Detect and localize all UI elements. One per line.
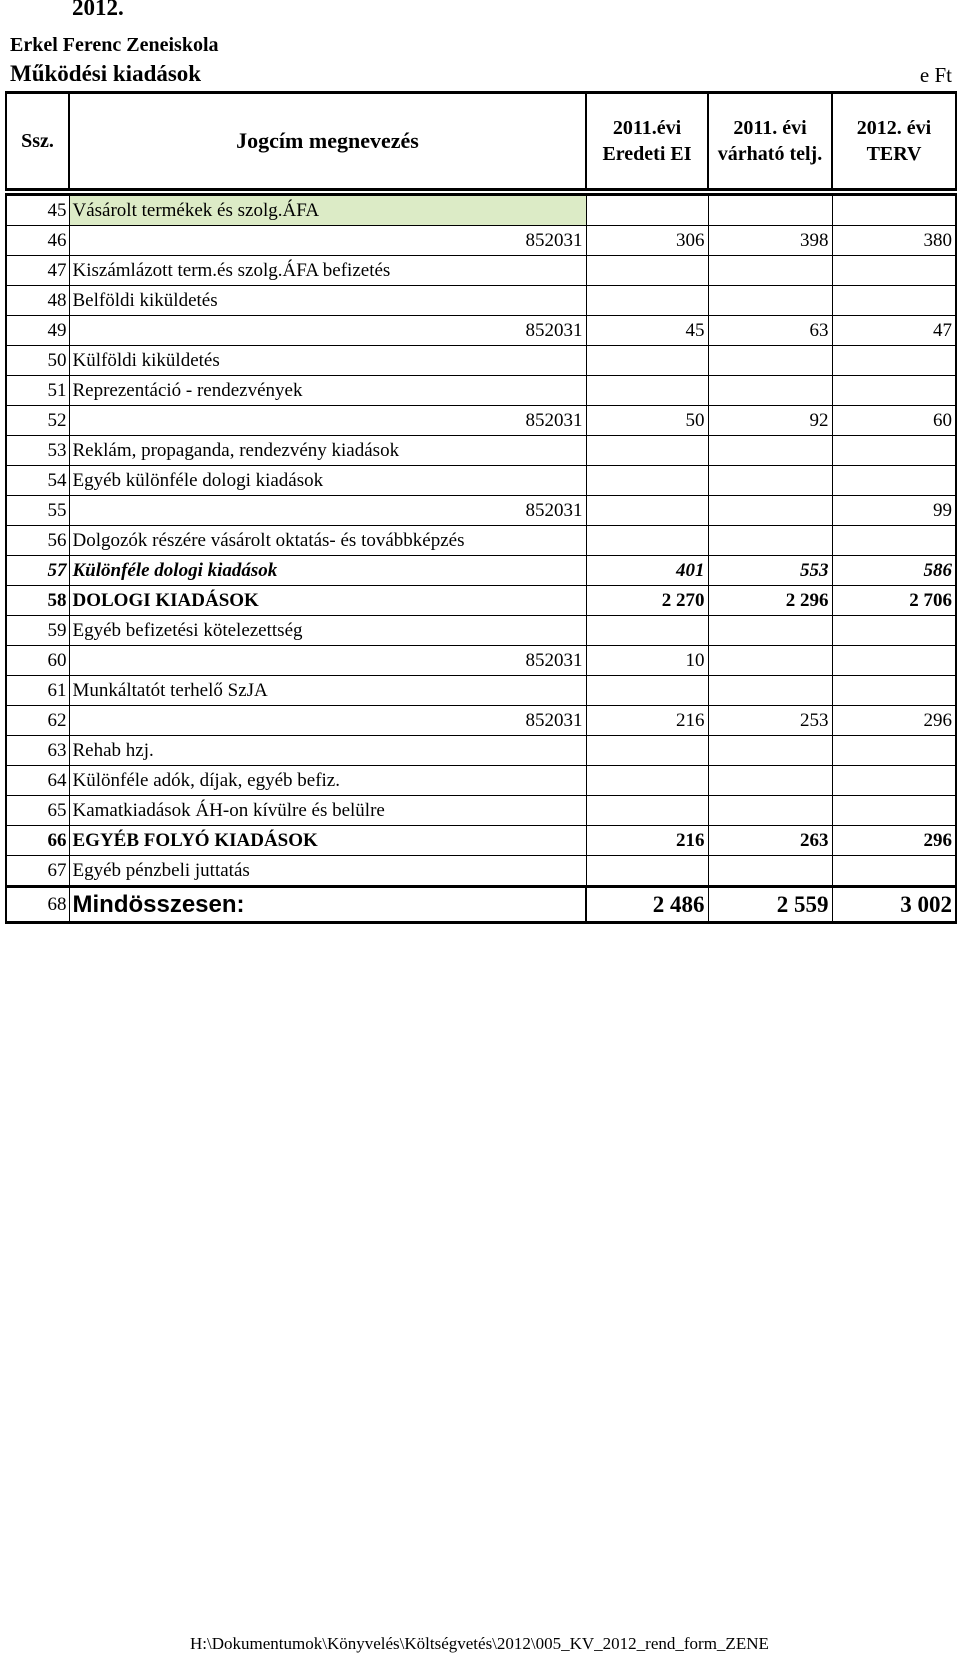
page-title: Működési kiadások [10,61,202,86]
row-label-cell [69,346,586,376]
table-row [6,226,956,256]
value-expected [708,856,832,887]
row-number: 65 [6,796,69,826]
value-original-budget [586,376,708,406]
value-plan: 47 [832,316,956,346]
row-number: 46 [6,226,69,256]
row-label-cell [69,195,586,226]
table-row [6,195,956,226]
value-original-budget: 216 [586,706,708,736]
value-plan [832,766,956,796]
function-code: 852031 [525,229,583,251]
value-expected [708,646,832,676]
value-plan [832,436,956,466]
table-row [6,586,956,616]
row-label-cell [69,736,586,766]
row-number: 45 [6,195,69,226]
table-row [6,316,956,346]
value-expected [708,766,832,796]
value-expected [708,676,832,706]
value-plan [832,466,956,496]
row-label-cell [69,286,586,316]
value-original-budget [586,856,708,887]
table-row [6,256,956,286]
table-row [6,796,956,826]
value-original-budget [586,616,708,646]
value-original-budget [586,526,708,556]
table-row [6,616,956,646]
row-label: Rehab hzj. [72,739,154,761]
row-number: 59 [6,616,69,646]
total-label: Mindösszesen: [69,887,586,923]
column-header-no: Ssz. [6,93,69,190]
value-expected: 253 [708,706,832,736]
table-row [6,676,956,706]
value-original-budget: 216 [586,826,708,856]
total-original-budget: 2 486 [586,887,708,923]
value-original-budget: 10 [586,646,708,676]
table-row [6,346,956,376]
total-expected: 2 559 [708,887,832,923]
row-label-cell [69,826,586,856]
table-row [6,286,956,316]
value-original-budget [586,496,708,526]
value-expected [708,736,832,766]
table-row [6,826,956,856]
value-expected [708,195,832,226]
row-number: 66 [6,826,69,856]
table-row [6,766,956,796]
value-original-budget: 401 [586,556,708,586]
value-plan: 2 706 [832,586,956,616]
row-number: 67 [6,856,69,887]
row-number: 55 [6,496,69,526]
row-label: DOLOGI KIADÁSOK [72,589,259,611]
value-plan [832,256,956,286]
function-code: 852031 [525,409,583,431]
value-expected: 553 [708,556,832,586]
file-path-footer: H:\Dokumentumok\Könyvelés\Költségvetés\2012\005_KV_2012_rend_form_ZENE [190,1634,769,1653]
value-expected [708,496,832,526]
value-expected [708,616,832,646]
row-label-cell [69,466,586,496]
table-row [6,376,956,406]
value-expected [708,376,832,406]
row-label-cell [69,556,586,586]
value-plan [832,796,956,826]
table-header [6,93,956,195]
value-plan [832,736,956,766]
row-label-cell [69,496,586,526]
value-plan [832,646,956,676]
value-plan [832,195,956,226]
value-plan: 99 [832,496,956,526]
row-number: 52 [6,406,69,436]
function-code: 852031 [525,649,583,671]
currency-unit: e Ft [919,63,952,87]
row-label-cell [69,856,586,887]
row-label: Dolgozók részére vásárolt oktatás- és továbbképzés [72,529,465,551]
row-number: 63 [6,736,69,766]
value-plan [832,376,956,406]
row-label: Különféle adók, díjak, egyéb befiz. [72,769,340,791]
row-label: Egyéb befizetési kötelezettség [72,619,303,641]
row-label-cell [69,526,586,556]
value-plan [832,616,956,646]
value-original-budget [586,195,708,226]
column-header-expected: 2011. évi várható telj. [708,93,832,190]
row-label: EGYÉB FOLYÓ KIADÁSOK [72,829,318,851]
value-plan [832,676,956,706]
column-header-plan: 2012. évi TERV [832,93,956,190]
total-row [6,887,956,923]
value-original-budget: 45 [586,316,708,346]
row-label: Egyéb pénzbeli juttatás [72,859,250,881]
row-label: Kamatkiadások ÁH-on kívülre és belülre [72,799,385,821]
value-expected: 92 [708,406,832,436]
value-original-budget: 2 270 [586,586,708,616]
value-expected [708,436,832,466]
row-label-cell [69,616,586,646]
row-label-cell [69,706,586,736]
row-label: Munkáltatót terhelő SzJA [72,679,268,701]
value-plan: 296 [832,826,956,856]
row-label-cell [69,226,586,256]
table-row [6,556,956,586]
function-code: 852031 [525,319,583,341]
value-expected [708,466,832,496]
value-plan [832,286,956,316]
row-label: Reprezentáció - rendezvények [72,379,303,401]
value-plan: 586 [832,556,956,586]
value-plan: 296 [832,706,956,736]
table-row [6,526,956,556]
row-label: Kiszámlázott term.és szolg.ÁFA befizetés [72,259,391,281]
row-label-cell [69,436,586,466]
row-label: Különféle dologi kiadások [72,559,278,581]
row-number: 47 [6,256,69,286]
row-number: 58 [6,586,69,616]
row-label-cell [69,316,586,346]
table-row [6,466,956,496]
value-plan [832,856,956,887]
row-label-cell [69,676,586,706]
row-number: 56 [6,526,69,556]
value-original-budget [586,286,708,316]
row-number: 54 [6,466,69,496]
value-original-budget [586,676,708,706]
row-label: Egyéb különféle dologi kiadások [72,469,324,491]
value-plan: 380 [832,226,956,256]
value-expected [708,346,832,376]
function-code: 852031 [525,709,583,731]
row-label: Reklám, propaganda, rendezvény kiadások [72,439,400,461]
value-original-budget [586,346,708,376]
value-expected [708,256,832,286]
value-expected [708,526,832,556]
row-number: 61 [6,676,69,706]
row-label-cell [69,796,586,826]
function-code: 852031 [525,499,583,521]
value-original-budget [586,256,708,286]
expenses-table [5,91,957,924]
value-plan: 60 [832,406,956,436]
row-number: 57 [6,556,69,586]
table-row [6,646,956,676]
table-row [6,406,956,436]
row-number: 50 [6,346,69,376]
row-number: 64 [6,766,69,796]
row-label-cell [69,586,586,616]
value-expected [708,796,832,826]
row-number: 49 [6,316,69,346]
row-number: 62 [6,706,69,736]
value-expected: 398 [708,226,832,256]
column-header-original-budget: 2011.évi Eredeti EI [586,93,708,190]
row-number: 51 [6,376,69,406]
table-row [6,436,956,466]
table-row [6,856,956,887]
column-header-name: Jogcím megnevezés [69,93,586,190]
table-row [6,736,956,766]
row-label: Belföldi kiküldetés [72,289,218,311]
table-row [6,706,956,736]
organization-name: Erkel Ferenc Zeneiskola [10,34,219,56]
row-number: 53 [6,436,69,466]
row-label-cell [69,766,586,796]
total-plan: 3 002 [832,887,956,923]
value-plan [832,526,956,556]
value-original-budget [586,766,708,796]
row-label: Vásárolt termékek és szolg.ÁFA [72,199,320,221]
value-expected: 63 [708,316,832,346]
value-plan [832,346,956,376]
value-original-budget: 50 [586,406,708,436]
row-label: Külföldi kiküldetés [72,349,220,371]
value-original-budget: 306 [586,226,708,256]
row-label-cell [69,376,586,406]
table-body [6,195,956,923]
value-original-budget [586,466,708,496]
value-expected: 2 296 [708,586,832,616]
row-label-cell [69,646,586,676]
value-original-budget [586,796,708,826]
table-row [6,496,956,526]
value-original-budget [586,736,708,766]
row-label-cell [69,406,586,436]
total-row-number: 68 [6,887,69,923]
value-expected [708,286,832,316]
document-year: 2012. [72,0,124,20]
row-number: 48 [6,286,69,316]
value-original-budget [586,436,708,466]
row-number: 60 [6,646,69,676]
value-expected: 263 [708,826,832,856]
row-label-cell [69,256,586,286]
